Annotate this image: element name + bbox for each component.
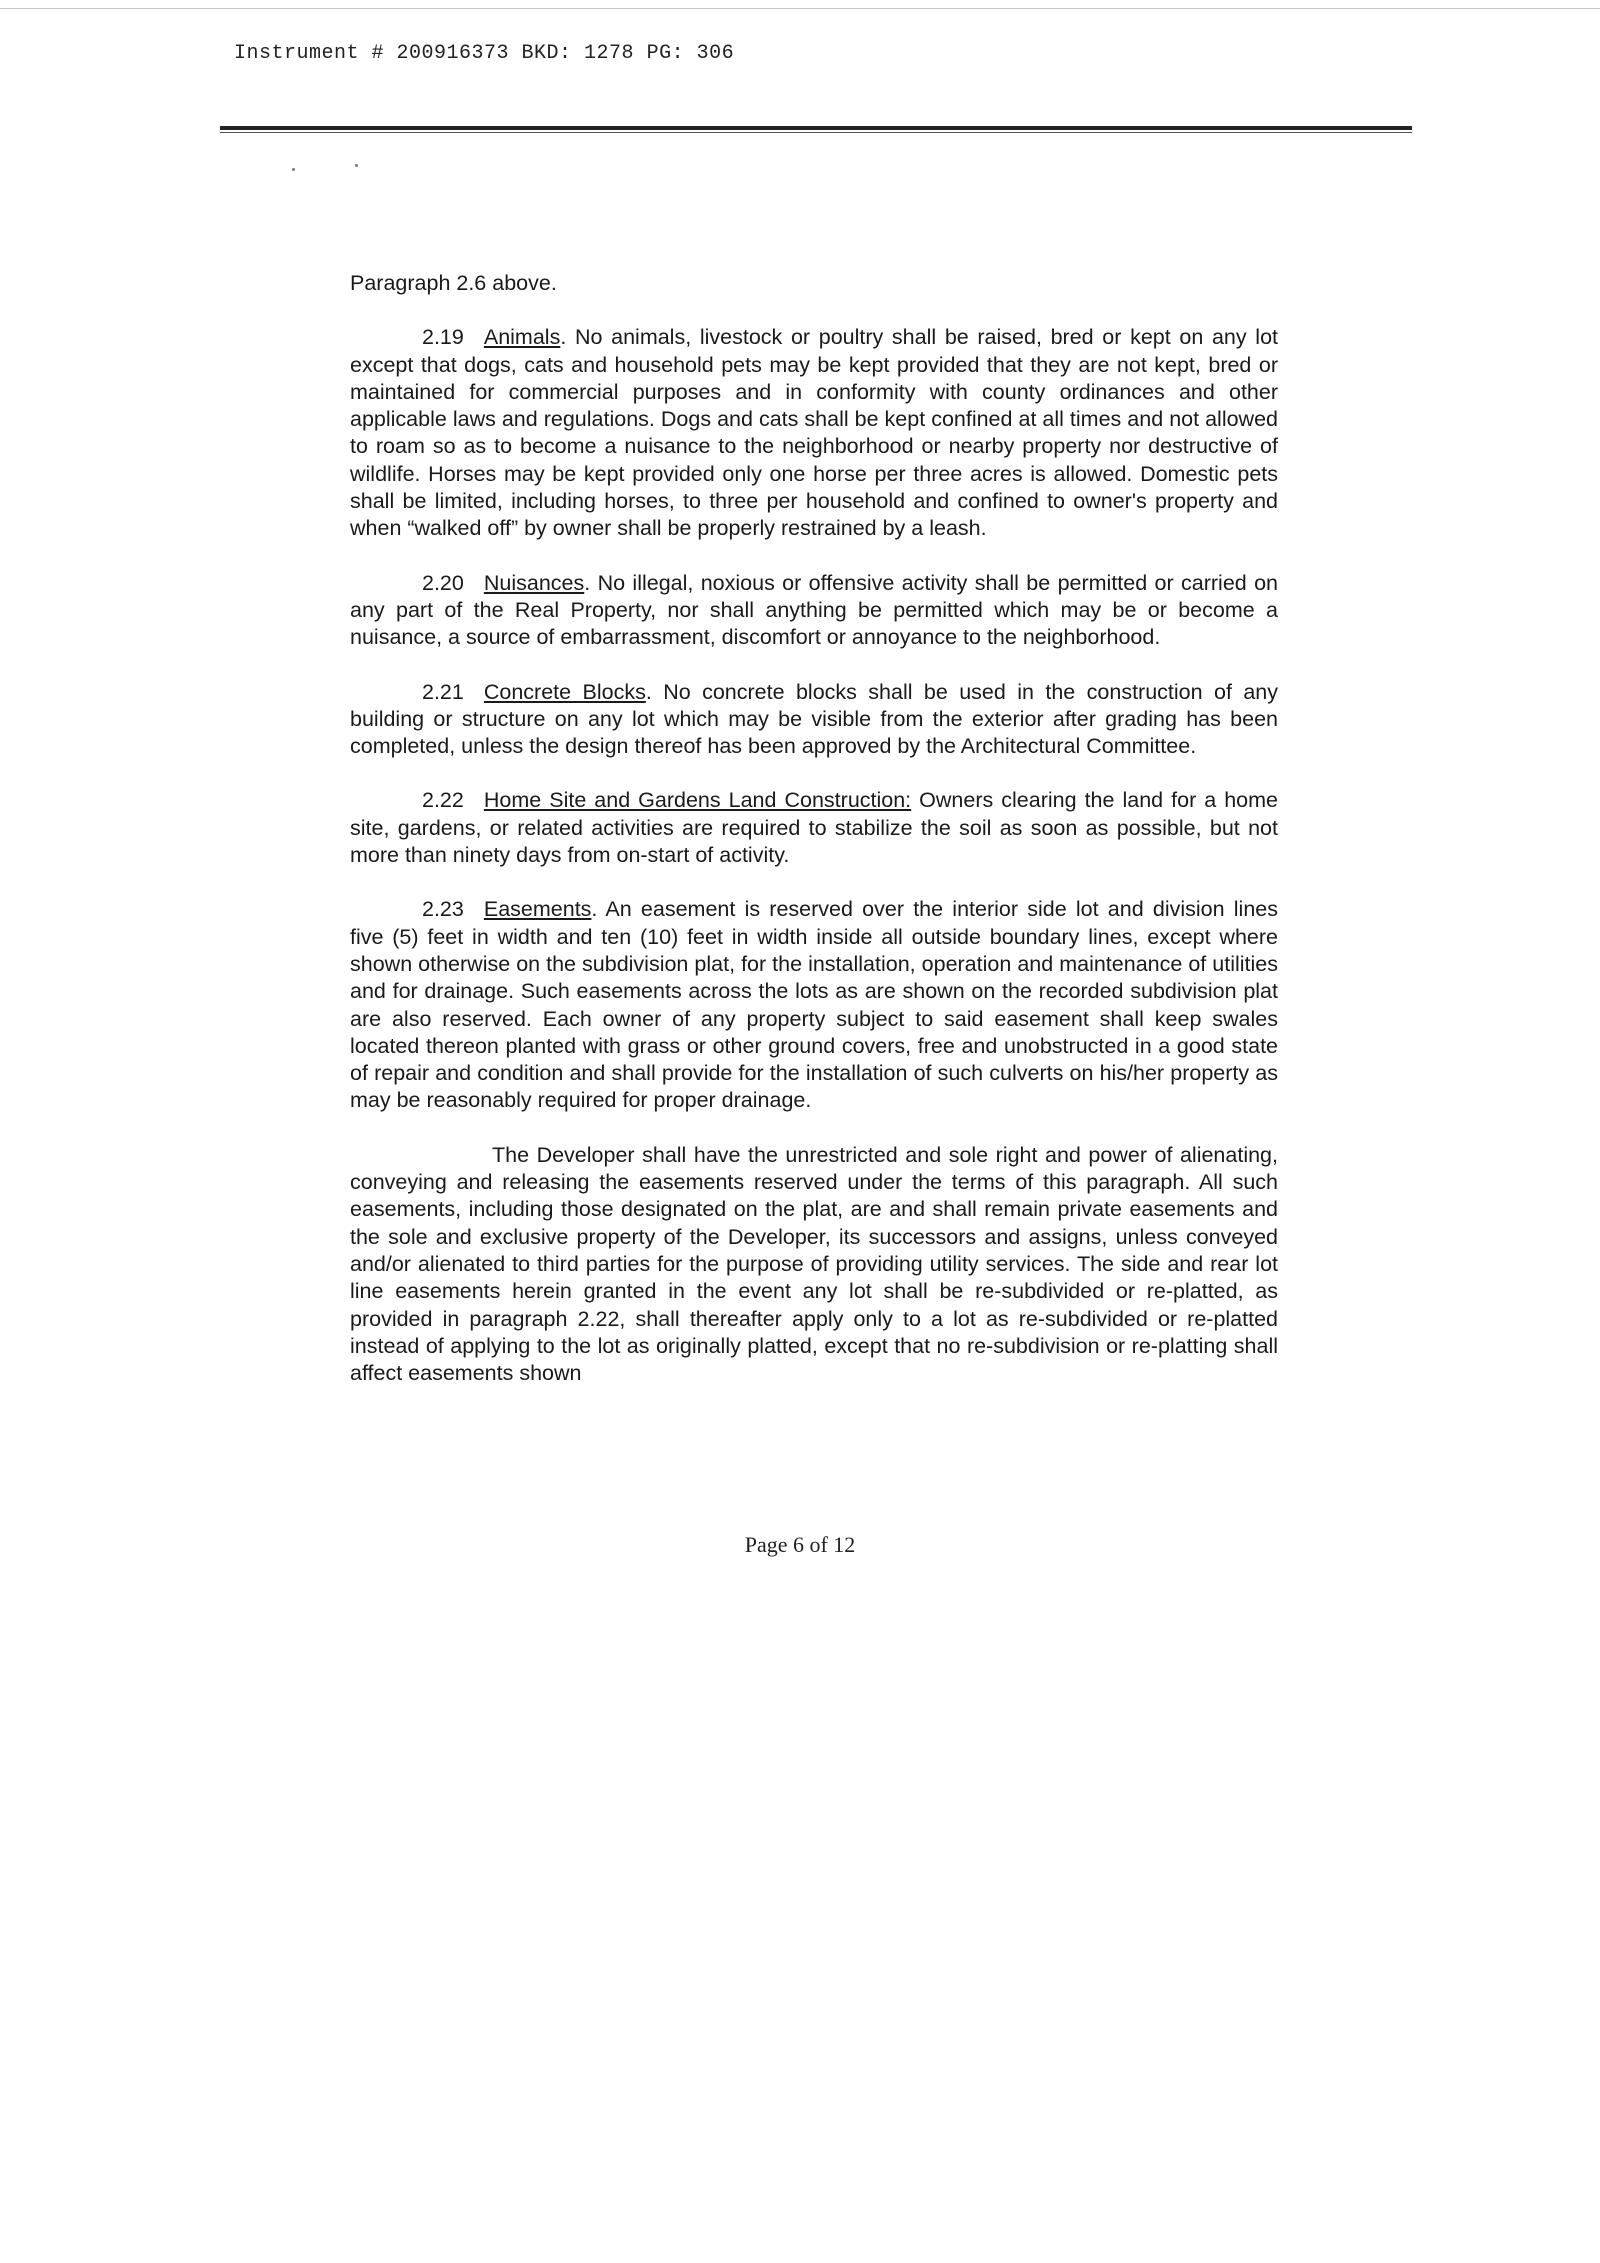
section-title-suffix: . xyxy=(584,570,591,595)
section-title: Easements xyxy=(483,897,592,922)
section-text: No illegal, noxious or offensive activity shall be permitted or carried on any part of the Real Property, nor shall anything be permitted which may be or become a nuisance, a source of embarrassment, discomfort or annoyance to the neighborhood. xyxy=(350,570,1278,650)
header-rule xyxy=(220,126,1412,130)
section-title: Home Site and Gardens Land Construction: xyxy=(483,788,912,813)
section-2-22 xyxy=(350,787,1278,869)
section-text: No animals, livestock or poultry shall be raised, bred or kept on any lot except that dogs, cats and household pets may be kept provided that they are not kept, bred or maintained for commercial purposes and in conformity with county ordinances and other applicable laws and regulations. Dogs and cats shall be kept confined at all times and not allowed to roam so as to become a nuisance to the neighborhood or nearby property nor destructive of wildlife. Horses may be kept provided only one horse per three acres is allowed. Domestic pets shall be limited, including horses, to three per household and confined to owner's property and when “walked off” by owner shall be properly restrained by a leash. xyxy=(350,325,1278,541)
section-2-23 xyxy=(350,896,1278,1114)
section-2-21 xyxy=(350,679,1278,761)
lead-in-paragraph: Paragraph 2.6 above. xyxy=(350,271,557,295)
developer-paragraph: The Developer shall have the unrestricted and sole right and power of alienating, conveying and releasing the easements reserved under the terms of this paragraph. All such easements, including those designated on the plat, are and shall remain private easements and the sole and exclusive property of the Developer, its successors and assigns, unless conveyed and/or alienated to third parties for the purpose of providing utility services. The side and rear lot line easements herein granted in the event any lot shall be re-subdivided or re-platted, as provided in paragraph 2.22, shall thereafter apply only to a lot as re-subdivided or re-platted instead of applying to the lot as originally platted, except that no re-subdivision or re-platting shall affect easements shown xyxy=(350,1142,1278,1386)
section-number: 2.22 xyxy=(422,788,464,813)
section-number: 2.20 xyxy=(422,570,464,595)
section-text: No concrete blocks shall be used in the construction of any building or structure on any lot which may be visible from the exterior after grading has been completed, unless the design thereof has been approved by the Architectural Committee. xyxy=(350,679,1278,759)
section-number: 2.19 xyxy=(422,325,464,350)
section-2-20 xyxy=(350,570,1278,652)
document-body xyxy=(350,270,1278,1414)
section-text: An easement is reserved over the interior side lot and division lines five (5) feet in width and ten (10) feet in width inside all outside boundary lines, except where shown otherwise on the subdivision plat, for the installation, operation and maintenance of utilities and for drainage. Such easements across the lots as are shown on the recorded subdivision plat are also reserved. Each owner of any property subject to said easement shall keep swales located thereon planted with grass or other ground covers, free and unobstructed in a good state of repair and condition and shall provide for the installation of such culverts on his/her property as may be reasonably required for proper drainage. xyxy=(350,897,1278,1113)
section-title-suffix: . xyxy=(591,897,598,922)
section-title-suffix: . xyxy=(645,679,652,704)
page-number: Page 6 of 12 xyxy=(744,1532,856,1557)
header-rule-thin xyxy=(220,132,1412,133)
section-title-suffix: . xyxy=(560,325,567,350)
section-number: 2.21 xyxy=(422,679,464,704)
section-number: 2.23 xyxy=(422,897,464,922)
scan-speck xyxy=(292,168,295,171)
instrument-header: Instrument # 200916373 BKD: 1278 PG: 306 xyxy=(234,42,735,65)
scan-speck xyxy=(355,164,358,167)
section-title: Concrete Blocks xyxy=(483,679,646,704)
section-title: Animals xyxy=(483,325,561,350)
section-text: Owners clearing the land for a home site, gardens, or related activities are required to stabilize the soil as soon as possible, but not more than ninety days from on-start of activity. xyxy=(350,788,1278,868)
scan-top-edge xyxy=(0,8,1600,9)
section-title: Nuisances xyxy=(483,570,585,595)
section-2-19 xyxy=(350,324,1278,542)
